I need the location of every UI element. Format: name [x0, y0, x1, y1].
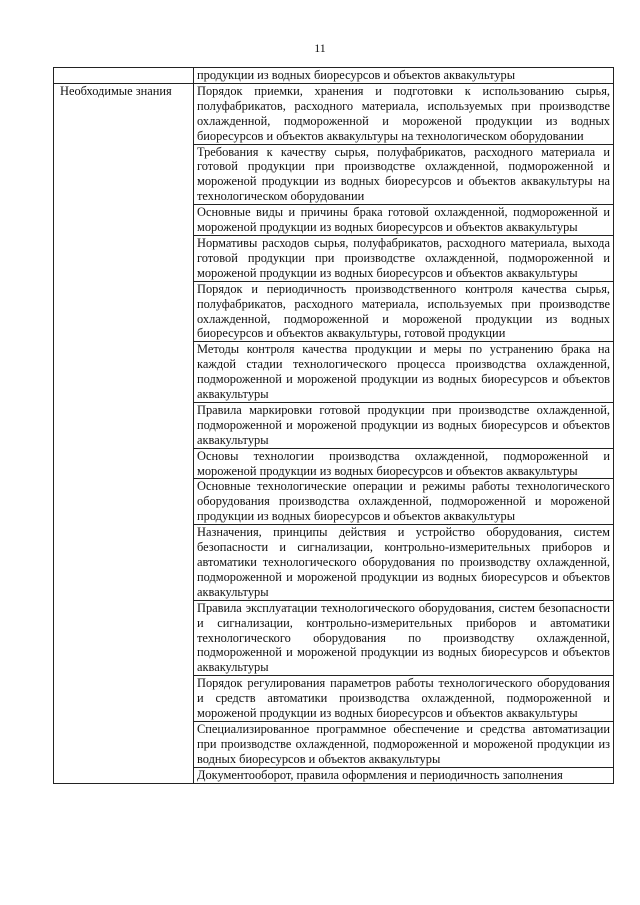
knowledge-item: Назначения, принципы действия и устройство оборудования, систем безопасности и сигнализации, контрольно-измерительных приборов и автоматики технологического оборудования по производству охлажденной, подмороженной и мороженой продукции из водных биоресурсов и объектов аквакультуры	[194, 525, 614, 601]
table-row	[54, 83, 614, 144]
knowledge-item: Правила эксплуатации технологического оборудования, систем безопасности и сигнализации, контрольно-измерительных приборов и автоматики технологического оборудования по производству охлажденной, подмороженной и мороженой продукции из водных биоресурсов и объектов аквакультуры	[194, 600, 614, 676]
table-row	[54, 68, 614, 84]
knowledge-item: Порядок приемки, хранения и подготовки к использованию сырья, полуфабрикатов, расходного материала, используемых при производстве охлажденной, подмороженной и мороженой продукции из водных биоресурсов и объектов аквакультуры на технологическом оборудовании	[194, 83, 614, 144]
knowledge-item: Требования к качеству сырья, полуфабрикатов, расходного материала и готовой продукции при производстве охлажденной, подмороженной и мороженой продукции из водных биоресурсов и объектов аквакультуры на технологическом оборудовании	[194, 144, 614, 205]
empty-label-cell	[54, 68, 194, 84]
page-number: 11	[314, 41, 326, 55]
knowledge-item: Порядок и периодичность производственного контроля качества сырья, полуфабрикатов, расходного материала, используемых при производстве охлажденной, подмороженной и мороженой продукции из водных биоресурсов и объектов аквакультуры, готовой продукции	[194, 281, 614, 342]
knowledge-item: Основные технологические операции и режимы работы технологического оборудования производства охлажденной, подмороженной и мороженой продукции из водных биоресурсов и объектов аквакультуры	[194, 479, 614, 525]
knowledge-item: Документооборот, правила оформления и периодичность заполнения	[194, 767, 614, 783]
knowledge-item: Методы контроля качества продукции и меры по устранению брака на каждой стадии технологического процесса производства охлажденной, подмороженной и мороженой продукции из водных биоресурсов и объектов аквакультуры	[194, 342, 614, 403]
knowledge-item: Нормативы расходов сырья, полуфабрикатов, расходного материала, выхода готовой продукции при производстве охлажденной, подмороженной и мороженой продукции из водных биоресурсов и объектов аквакультуры	[194, 235, 614, 281]
section-label: Необходимые знания	[54, 83, 194, 783]
knowledge-table	[53, 67, 614, 784]
knowledge-item: Основы технологии производства охлажденной, подмороженной и мороженой продукции из водных биоресурсов и объектов аквакультуры	[194, 448, 614, 479]
knowledge-item: Правила маркировки готовой продукции при производстве охлажденной, подмороженной и мороженой продукции из водных биоресурсов и объектов аквакультуры	[194, 402, 614, 448]
continued-row-text: продукции из водных биоресурсов и объектов аквакультуры	[194, 68, 614, 84]
knowledge-item: Специализированное программное обеспечение и средства автоматизации при производстве охлажденной, подмороженной и мороженой продукции из водных биоресурсов и объектов аквакультуры	[194, 721, 614, 767]
knowledge-item: Основные виды и причины брака готовой охлажденной, подмороженной и мороженой продукции из водных биоресурсов и объектов аквакультуры	[194, 205, 614, 236]
knowledge-item: Порядок регулирования параметров работы технологического оборудования и средств автоматики производства охлажденной, подмороженной и мороженой продукции из водных биоресурсов и объектов аквакультуры	[194, 676, 614, 722]
